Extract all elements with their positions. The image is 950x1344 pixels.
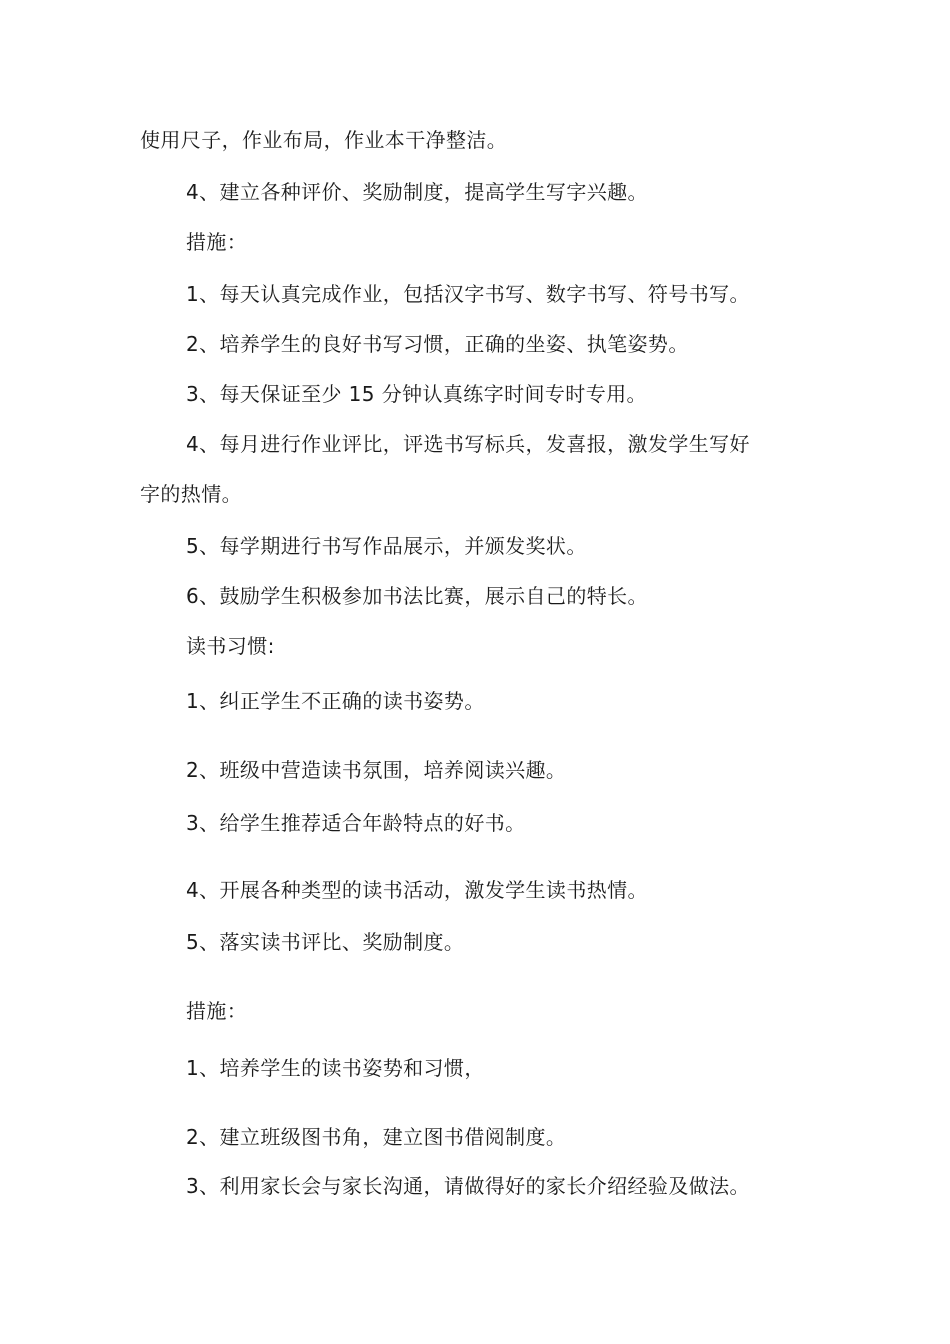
list-item: 1、培养学生的读书姿势和习惯， [186,1056,485,1080]
list-item: 4、开展各种类型的读书活动，激发学生读书热情。 [186,878,648,902]
list-item: 3、利用家长会与家长沟通，请做得好的家长介绍经验及做法。 [186,1174,750,1198]
list-item: 4、每月进行作业评比，评选书写标兵，发喜报，激发学生写好 [186,432,750,456]
list-item: 6、鼓励学生积极参加书法比赛，展示自己的特长。 [186,584,648,608]
text-line: 4、建立各种评价、奖励制度，提高学生写字兴趣。 [186,180,648,204]
list-item-continuation: 字的热情。 [140,482,242,506]
list-item: 1、每天认真完成作业，包括汉字书写、数字书写、符号书写。 [186,282,750,306]
section-heading: 措施： [186,230,248,254]
list-item: 3、给学生推荐适合年龄特点的好书。 [186,811,526,835]
list-item: 2、建立班级图书角，建立图书借阅制度。 [186,1125,567,1149]
list-item: 3、每天保证至少 15 分钟认真练字时间专时专用。 [186,382,647,406]
list-item: 5、落实读书评比、奖励制度。 [186,930,465,954]
text-line: 使用尺子，作业布局，作业本干净整洁。 [140,128,508,152]
section-heading: 读书习惯: [186,634,275,658]
list-item: 1、纠正学生不正确的读书姿势。 [186,689,485,713]
list-item: 2、培养学生的良好书写习惯，正确的坐姿、执笔姿势。 [186,332,689,356]
list-item: 2、班级中营造读书氛围，培养阅读兴趣。 [186,758,567,782]
list-item: 5、每学期进行书写作品展示，并颁发奖状。 [186,534,587,558]
section-heading: 措施： [186,999,248,1023]
